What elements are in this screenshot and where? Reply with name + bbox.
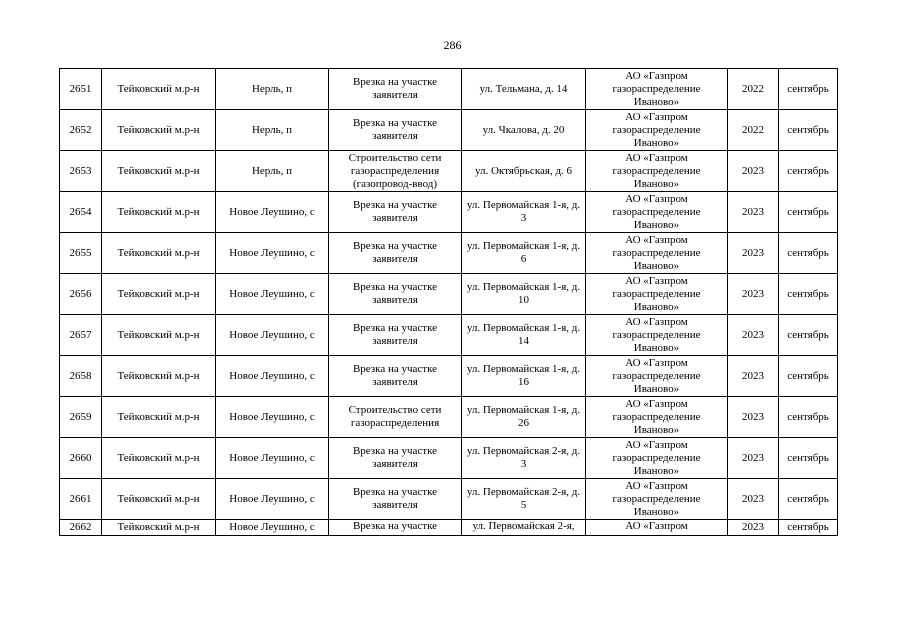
table-row <box>60 110 838 151</box>
district-cell: Тейковский м.р-н <box>102 356 216 397</box>
year-cell: 2023 <box>728 192 779 233</box>
year-cell: 2023 <box>728 274 779 315</box>
address-cell: ул. Первомайская 2-я, д. 5 <box>462 479 586 520</box>
row-number: 2655 <box>60 233 102 274</box>
work-type-cell: Врезка на участке заявителя <box>329 356 462 397</box>
table-row <box>60 274 838 315</box>
month-cell: сентябрь <box>779 356 838 397</box>
work-type-cell: Врезка на участке заявителя <box>329 315 462 356</box>
row-number: 2661 <box>60 479 102 520</box>
work-type-cell: Врезка на участке заявителя <box>329 274 462 315</box>
address-cell: ул. Октябрьская, д. 6 <box>462 151 586 192</box>
district-cell: Тейковский м.р-н <box>102 69 216 110</box>
year-cell: 2023 <box>728 233 779 274</box>
address-cell: ул. Тельмана, д. 14 <box>462 69 586 110</box>
month-cell: сентябрь <box>779 233 838 274</box>
year-cell: 2022 <box>728 69 779 110</box>
year-cell: 2022 <box>728 110 779 151</box>
month-cell: сентябрь <box>779 438 838 479</box>
settlement-cell: Новое Леушино, с <box>216 397 329 438</box>
year-cell: 2023 <box>728 151 779 192</box>
settlement-cell: Нерль, п <box>216 69 329 110</box>
page-number: 286 <box>443 38 462 52</box>
table-row <box>60 315 838 356</box>
table-row <box>60 233 838 274</box>
address-cell: ул. Первомайская 1-я, д. 16 <box>462 356 586 397</box>
work-type-cell: Врезка на участке <box>329 520 462 536</box>
table-row <box>60 479 838 520</box>
table-row <box>60 438 838 479</box>
row-number: 2654 <box>60 192 102 233</box>
table-row <box>60 520 838 536</box>
settlement-cell: Новое Леушино, с <box>216 233 329 274</box>
month-cell: сентябрь <box>779 315 838 356</box>
year-cell: 2023 <box>728 315 779 356</box>
settlement-cell: Нерль, п <box>216 151 329 192</box>
district-cell: Тейковский м.р-н <box>102 110 216 151</box>
district-cell: Тейковский м.р-н <box>102 397 216 438</box>
row-number: 2658 <box>60 356 102 397</box>
month-cell: сентябрь <box>779 192 838 233</box>
month-cell: сентябрь <box>779 274 838 315</box>
organization-cell: АО «Газпром газораспределение Иваново» <box>586 356 728 397</box>
row-number: 2651 <box>60 69 102 110</box>
month-cell: сентябрь <box>779 397 838 438</box>
work-type-cell: Строительство сети газораспределения (газопровод-ввод) <box>329 151 462 192</box>
organization-cell: АО «Газпром газораспределение Иваново» <box>586 233 728 274</box>
work-type-cell: Врезка на участке заявителя <box>329 110 462 151</box>
settlement-cell: Новое Леушино, с <box>216 438 329 479</box>
row-number: 2657 <box>60 315 102 356</box>
settlement-cell: Новое Леушино, с <box>216 315 329 356</box>
settlement-cell: Новое Леушино, с <box>216 520 329 536</box>
table-row <box>60 69 838 110</box>
table-row <box>60 192 838 233</box>
district-cell: Тейковский м.р-н <box>102 274 216 315</box>
month-cell: сентябрь <box>779 69 838 110</box>
organization-cell: АО «Газпром газораспределение Иваново» <box>586 438 728 479</box>
table-row <box>60 397 838 438</box>
row-number: 2660 <box>60 438 102 479</box>
table-row <box>60 356 838 397</box>
row-number: 2652 <box>60 110 102 151</box>
organization-cell: АО «Газпром газораспределение Иваново» <box>586 479 728 520</box>
district-cell: Тейковский м.р-н <box>102 151 216 192</box>
work-type-cell: Врезка на участке заявителя <box>329 479 462 520</box>
settlement-cell: Нерль, п <box>216 110 329 151</box>
month-cell: сентябрь <box>779 151 838 192</box>
row-number: 2659 <box>60 397 102 438</box>
settlement-cell: Новое Леушино, с <box>216 274 329 315</box>
month-cell: сентябрь <box>779 110 838 151</box>
district-cell: Тейковский м.р-н <box>102 479 216 520</box>
organization-cell: АО «Газпром газораспределение Иваново» <box>586 151 728 192</box>
month-cell: сентябрь <box>779 520 838 536</box>
district-cell: Тейковский м.р-н <box>102 192 216 233</box>
district-cell: Тейковский м.р-н <box>102 520 216 536</box>
organization-cell: АО «Газпром газораспределение Иваново» <box>586 69 728 110</box>
address-cell: ул. Первомайская 2-я, <box>462 520 586 536</box>
address-cell: ул. Первомайская 1-я, д. 6 <box>462 233 586 274</box>
settlement-cell: Новое Леушино, с <box>216 356 329 397</box>
work-type-cell: Врезка на участке заявителя <box>329 438 462 479</box>
organization-cell: АО «Газпром газораспределение Иваново» <box>586 192 728 233</box>
row-number: 2662 <box>60 520 102 536</box>
district-cell: Тейковский м.р-н <box>102 315 216 356</box>
year-cell: 2023 <box>728 397 779 438</box>
district-cell: Тейковский м.р-н <box>102 438 216 479</box>
year-cell: 2023 <box>728 438 779 479</box>
address-cell: ул. Первомайская 1-я, д. 10 <box>462 274 586 315</box>
table-row <box>60 151 838 192</box>
work-type-cell: Строительство сети газораспределения <box>329 397 462 438</box>
address-cell: ул. Первомайская 2-я, д. 3 <box>462 438 586 479</box>
organization-cell: АО «Газпром <box>586 520 728 536</box>
work-type-cell: Врезка на участке заявителя <box>329 233 462 274</box>
organization-cell: АО «Газпром газораспределение Иваново» <box>586 397 728 438</box>
year-cell: 2023 <box>728 520 779 536</box>
row-number: 2653 <box>60 151 102 192</box>
organization-cell: АО «Газпром газораспределение Иваново» <box>586 110 728 151</box>
settlement-cell: Новое Леушино, с <box>216 479 329 520</box>
organization-cell: АО «Газпром газораспределение Иваново» <box>586 315 728 356</box>
district-cell: Тейковский м.р-н <box>102 233 216 274</box>
organization-cell: АО «Газпром газораспределение Иваново» <box>586 274 728 315</box>
address-cell: ул. Чкалова, д. 20 <box>462 110 586 151</box>
year-cell: 2023 <box>728 356 779 397</box>
row-number: 2656 <box>60 274 102 315</box>
address-cell: ул. Первомайская 1-я, д. 14 <box>462 315 586 356</box>
year-cell: 2023 <box>728 479 779 520</box>
gasification-table <box>59 68 838 536</box>
address-cell: ул. Первомайская 1-я, д. 3 <box>462 192 586 233</box>
work-type-cell: Врезка на участке заявителя <box>329 69 462 110</box>
work-type-cell: Врезка на участке заявителя <box>329 192 462 233</box>
month-cell: сентябрь <box>779 479 838 520</box>
address-cell: ул. Первомайская 1-я, д. 26 <box>462 397 586 438</box>
settlement-cell: Новое Леушино, с <box>216 192 329 233</box>
